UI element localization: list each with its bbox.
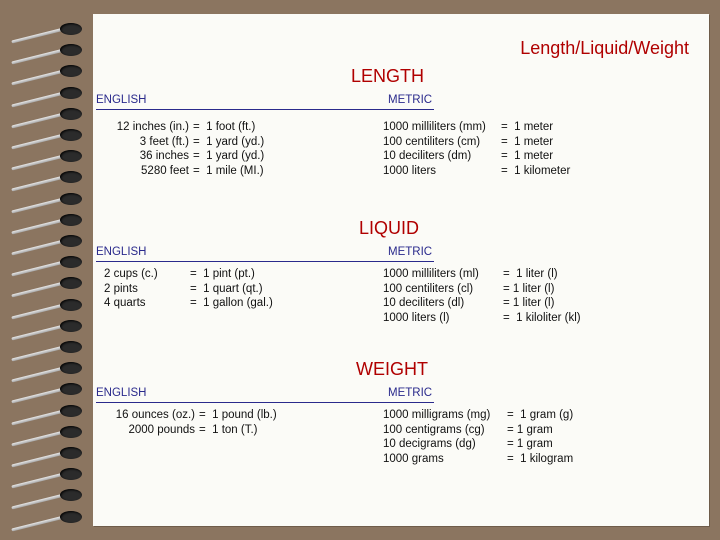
table-row-text: 1000 milligrams (mg) (383, 409, 491, 421)
table-row-text: 10 deciliters (dl) (383, 297, 465, 309)
liquid-metric-left (383, 267, 479, 325)
spiral-coil (10, 340, 90, 354)
spiral-coil (10, 467, 90, 481)
table-row-text: 2000 pounds (128, 423, 195, 436)
weight-metric-right (507, 408, 573, 466)
table-row-text: = 1 gram (g) (507, 409, 574, 421)
spiral-coil (10, 64, 90, 78)
table-row-text: 2 pints (104, 282, 138, 295)
table-row-text: = 1 kilometer (501, 164, 571, 177)
length-english-header: ENGLISH (96, 94, 147, 106)
liquid-english-left (104, 267, 158, 311)
length-metric-header: METRIC (388, 94, 433, 106)
table-row-text: 10 deciliters (dm) (383, 150, 472, 162)
liquid-metric-header: METRIC (388, 246, 433, 258)
section-heading-length: LENGTH (351, 66, 425, 86)
table-row-text: = 1 yard (yd.) (193, 150, 265, 162)
spiral-coil (10, 298, 90, 312)
page-title: Length/Liquid/Weight (520, 38, 689, 58)
table-row-text: = 1 kilogram (507, 452, 574, 465)
table-row-text: = 1 gram (507, 438, 553, 450)
table-row-text: 10 decigrams (dg) (383, 438, 476, 450)
weight-header-rule (96, 402, 434, 403)
table-row-text: 1000 liters (l) (383, 311, 450, 324)
table-row-text: 1000 grams (383, 452, 444, 465)
spiral-coil (10, 255, 90, 269)
spiral-coil (10, 128, 90, 142)
spiral-coil (10, 425, 90, 439)
spiral-coil (10, 170, 90, 184)
table-row-text: = 1 gallon (gal.) (190, 297, 273, 309)
weight-metric-header: METRIC (388, 387, 433, 399)
table-row-text: 12 inches (in.) (116, 121, 189, 133)
table-row-text: = 1 meter (501, 150, 554, 162)
spiral-coil (10, 234, 90, 248)
weight-english-right (199, 408, 277, 437)
spiral-coil (10, 149, 90, 163)
spiral-coil (10, 446, 90, 460)
spiral-coil (10, 86, 90, 100)
table-row-text: 100 centiliters (cl) (383, 282, 474, 295)
notebook-page (93, 14, 709, 526)
table-row-text: = 1 liter (l) (503, 268, 558, 280)
length-english-left (97, 120, 189, 178)
weight-metric-left (383, 408, 490, 466)
spiral-coil (10, 276, 90, 290)
section-heading-liquid: LIQUID (359, 218, 420, 238)
table-row-text: = 1 ton (T.) (199, 423, 258, 436)
liquid-english-header: ENGLISH (96, 246, 147, 258)
table-row-text: = 1 yard (yd.) (193, 135, 265, 148)
spiral-coil (10, 43, 90, 57)
length-metric-right (501, 120, 570, 178)
spiral-coil (10, 22, 90, 36)
section-heading-weight: WEIGHT (356, 359, 428, 379)
table-row-text: 16 ounces (oz.) (115, 409, 195, 421)
spiral-coil (10, 382, 90, 396)
liquid-header-rule (96, 261, 434, 262)
table-row-text: = 1 meter (501, 135, 554, 148)
table-row-text: = 1 gram (507, 423, 553, 436)
table-row-text: 1000 milliliters (ml) (383, 268, 479, 280)
table-row-text: = 1 liter (l) (503, 282, 555, 295)
liquid-english-right (190, 267, 273, 311)
table-row-text: = 1 pound (lb.) (199, 409, 277, 421)
spiral-coil (10, 404, 90, 418)
length-metric-left (383, 120, 486, 178)
spiral-binding (0, 0, 93, 540)
length-english-right (193, 120, 264, 178)
table-row-text: 5280 feet (141, 164, 189, 177)
length-header-rule (96, 109, 434, 110)
table-row-text: 4 quarts (104, 297, 146, 309)
liquid-metric-right (503, 267, 581, 325)
table-row-text: 100 centigrams (cg) (383, 423, 485, 436)
table-row-text: 100 centiliters (cm) (383, 135, 481, 148)
table-row-text: = 1 quart (qt.) (190, 282, 263, 295)
table-row-text: = 1 liter (l) (503, 297, 555, 309)
table-row-text: 3 feet (ft.) (139, 135, 189, 148)
spiral-coil (10, 319, 90, 333)
weight-english-header: ENGLISH (96, 387, 147, 399)
table-row-text: 36 inches (139, 150, 189, 162)
table-row-text: = 1 foot (ft.) (193, 121, 256, 133)
table-row-text: 1000 milliliters (mm) (383, 121, 486, 133)
spiral-coil (10, 213, 90, 227)
table-row-text: 1000 liters (383, 164, 437, 177)
table-row-text: = 1 meter (501, 121, 554, 133)
spiral-coil (10, 361, 90, 375)
table-row-text: 2 cups (c.) (104, 268, 158, 280)
weight-english-left (97, 408, 195, 437)
spiral-coil (10, 510, 90, 524)
table-row-text: = 1 pint (pt.) (190, 268, 255, 280)
spiral-coil (10, 107, 90, 121)
table-row-text: = 1 mile (MI.) (193, 164, 264, 177)
spiral-coil (10, 192, 90, 206)
table-row-text: = 1 kiloliter (kl) (503, 311, 581, 324)
spiral-coil (10, 488, 90, 502)
